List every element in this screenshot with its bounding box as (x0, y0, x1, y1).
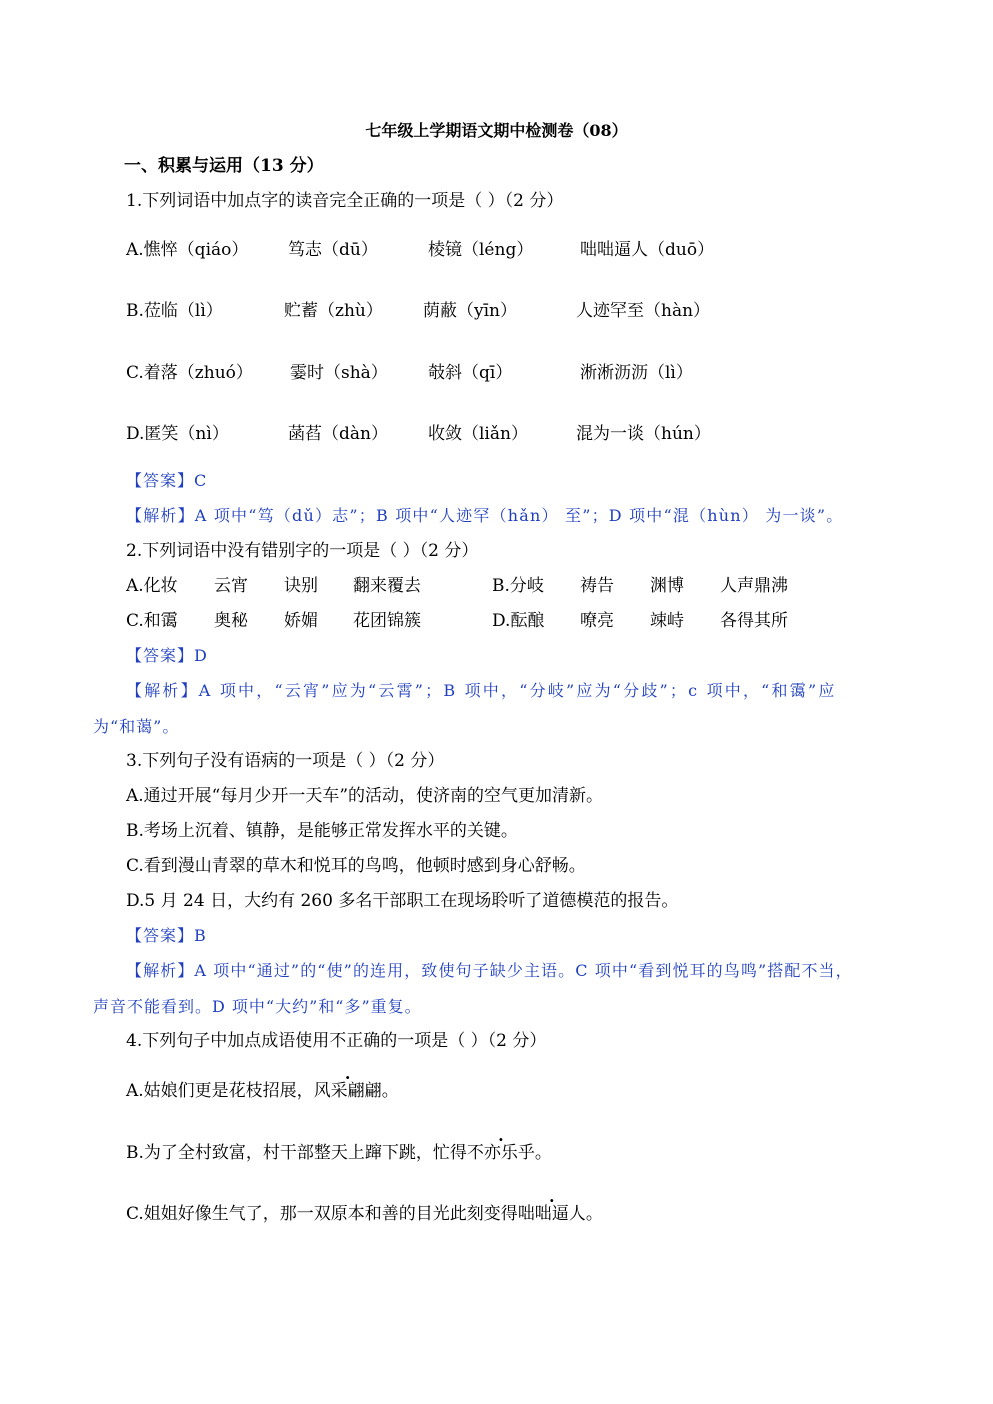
q2-option-d-2: 嘹亮 (580, 611, 614, 631)
q4-option-c-end: 。 (585, 1204, 603, 1224)
q2-option-b-4: 人声鼎沸 (720, 576, 788, 596)
q4-option-c (126, 1203, 603, 1225)
q2-option-a-2: 云宵 (214, 576, 248, 596)
q1-option-b-3: 荫蔽（yīn） (423, 301, 517, 321)
q2-option-d-1: D.酝酿 (492, 611, 545, 631)
q2-option-c-2: 奥秘 (214, 611, 248, 631)
q1-option-d-2: 菡萏（dàn） (288, 424, 388, 444)
q2-option-b-1: B.分岐 (492, 576, 544, 596)
q3-option-c: C.看到漫山青翠的草木和悦耳的鸟鸣，他顿时感到身心舒畅。 (126, 856, 586, 876)
q1-option-b-2: 贮蓄（zhù） (284, 301, 383, 321)
q1-option-a-4: 咄咄逼人（duō） (580, 240, 715, 260)
question-3-stem: 3.下列句子没有语病的一项是（ ）（2 分） (126, 751, 445, 771)
q2-option-b-3: 渊博 (650, 576, 684, 596)
q2-option-a-3: 诀别 (284, 576, 318, 596)
q4-option-b-text: B.为了全村致富，村干部整天上蹿下跳，忙得 (126, 1143, 467, 1163)
q4-option-a-end: 。 (381, 1081, 399, 1101)
question-2-stem: 2.下列词语中没有错别字的一项是（ ）（2 分） (126, 541, 479, 561)
q1-option-b-4: 人迹罕至（hàn） (576, 301, 711, 321)
question-1-stem: 1.下列词语中加点字的读音完全正确的一项是（ ）（2 分） (126, 191, 564, 211)
section-heading: 一、积累与运用（13 分） (124, 156, 324, 176)
q2-option-c-4: 花团锦簇 (353, 611, 421, 631)
q2-answer: 【答案】D (126, 646, 208, 665)
q4-option-b (126, 1142, 552, 1164)
q4-option-c-text: C.姐姐好像生气了，那一双原本和善的目光此刻变得 (126, 1204, 518, 1224)
q1-option-c-2: 霎时（shà） (290, 363, 388, 383)
q1-option-d-4: 混为一谈（hún） (576, 424, 711, 444)
q3-option-a: A.通过开展“每月少开一天车”的活动，使济南的空气更加清新。 (126, 786, 604, 806)
q1-option-c-3: 攲斜（qī） (428, 363, 513, 383)
q3-analysis-line2: 声音不能看到。D 项中“大约”和“多”重复。 (93, 997, 422, 1016)
q2-analysis-line2: 为“和蔼”。 (93, 717, 180, 736)
q4-option-b-marked: 不亦乐乎 (466, 1143, 535, 1163)
question-4-stem: 4.下列句子中加点成语使用不正确的一项是（ ）（2 分） (126, 1031, 547, 1051)
q3-answer: 【答案】B (126, 926, 207, 945)
q1-option-a-2: 笃志（dū） (288, 240, 378, 260)
q2-option-d-4: 各得其所 (720, 611, 788, 631)
q3-analysis-line1: 【解析】A 项中“通过”的“使”的连用，致使句子缺少主语。C 项中“看到悦耳的鸟鸣”搭配不当， (126, 961, 853, 980)
q2-option-a-1: A.化妆 (126, 576, 178, 596)
q4-option-b-end: 。 (534, 1143, 552, 1163)
q1-option-c-1: C.着落（zhuó） (126, 363, 253, 383)
q4-option-c-marked: 咄咄逼人 (517, 1204, 586, 1224)
q1-option-a-1: A.憔悴（qiáo） (126, 240, 249, 260)
q2-option-c-1: C.和霭 (126, 611, 178, 631)
q1-answer: 【答案】C (126, 471, 208, 490)
q2-option-c-3: 娇媚 (284, 611, 318, 631)
q4-option-a (126, 1080, 399, 1102)
q3-option-d: D.5 月 24 日，大约有 260 多名干部职工在现场聆听了道德模范的报告。 (126, 891, 679, 911)
q1-option-d-1: D.匿笑（nì） (126, 424, 229, 444)
q1-option-d-3: 收敛（liǎn） (428, 424, 528, 444)
q1-option-b-1: B.莅临（lì） (126, 301, 223, 321)
q2-option-b-2: 祷告 (580, 576, 614, 596)
q2-option-a-4: 翻来覆去 (353, 576, 421, 596)
q4-option-a-text: A.姑娘们更是花枝招展， (126, 1081, 314, 1101)
q1-analysis: 【解析】A 项中“笃（dǔ）志”；B 项中“人迹罕（hǎn） 至”；D 项中“混（hùn） 为一谈”。 (126, 506, 844, 525)
q2-analysis-line1: 【解析】A 项中，“云宵”应为“云霄”；B 项中，“分岐”应为“分歧”；c 项中，“和霭”应 (126, 681, 837, 700)
q1-option-c-4: 淅淅沥沥（lì） (580, 363, 693, 383)
q3-option-b: B.考场上沉着、镇静，是能够正常发挥水平的关键。 (126, 821, 518, 841)
q1-option-a-3: 棱镜（léng） (428, 240, 534, 260)
q4-option-a-marked: 风采翩翩 (313, 1081, 382, 1101)
q2-option-d-3: 竦峙 (650, 611, 684, 631)
page-title: 七年级上学期语文期中检测卷（08） (365, 121, 628, 140)
